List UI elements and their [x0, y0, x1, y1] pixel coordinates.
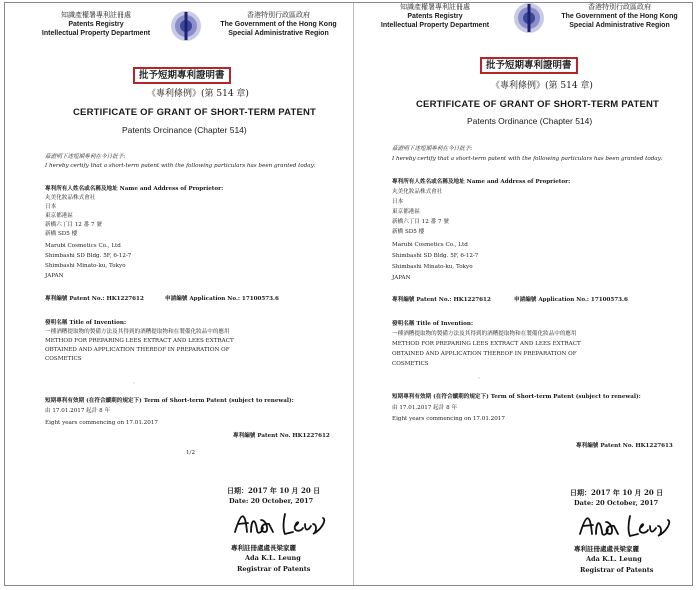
proprietor-line: 新橋六丁目 12 番 7 號 [392, 219, 449, 225]
proprietor-line: 新橋 SD5 樓 [45, 231, 78, 237]
letterhead [354, 1, 690, 41]
proprietor-line: JAPAN [45, 273, 64, 279]
certify-zh: 茲證明下述短期專利在今日批予: [392, 146, 473, 152]
term-label: 短期專利有效期 (在符合續期的規定下) Term of Short-term Patent (subject to renewal): [45, 398, 294, 404]
certificate-frame [4, 2, 693, 586]
term-en: Eight years commencing on 17.01.2017 [392, 416, 505, 422]
ordinance-en: Patents Orcinance (Chapter 514) [122, 125, 247, 135]
dept-en-2: Intellectual Property Department [380, 22, 490, 29]
certify-en: I hereby certify that a short-term patent with the following particulars has been granted today: [392, 156, 663, 162]
ordinance-zh: 《專利條例》(第 514 章) [491, 81, 593, 91]
dept-en-1: Patents Registry [407, 13, 463, 20]
registrar-title: Registrar of Patents [580, 566, 654, 574]
proprietor-line: 日本 [45, 204, 57, 210]
proprietor-label: 專利所有人姓名或名稱及地址 Name and Address of Proprietor: [392, 179, 571, 185]
invention-line: METHOD FOR PREPARING LEES EXTRACT AND LEES EXTRACT [392, 341, 581, 347]
government-heading [211, 11, 346, 38]
proprietor-line: 日本 [392, 199, 404, 205]
footer-patent-number: 專利編號 Patent No. HK1227613 [576, 443, 673, 449]
proprietor-line: Shimbashi Minato-ku, Tokyo [392, 264, 473, 270]
term-zh: 由 17.01.2017 起計 8 年 [392, 405, 458, 411]
registrar-name: Ada K.L. Leung [586, 555, 642, 563]
invention-line: OBTAINED AND APPLICATION THEREOF IN PREPARATION OF [45, 347, 230, 353]
term-label: 短期專利有效期 (在符合續期的規定下) Term of Short-term Patent (subject to renewal): [392, 394, 641, 400]
date-en: Date: 20 October, 2017 [229, 497, 314, 505]
proprietor-line: 新橋六丁目 12 番 7 號 [45, 222, 102, 228]
invention-line: 一種酒糟提取物的製備方法及其得到的酒糟提取物和在製備化妝品中的應用 [45, 329, 230, 335]
page-divider [353, 3, 354, 585]
invention-line: COSMETICS [45, 356, 82, 362]
term-zh: 由 17.01.2017 起計 8 年 [45, 408, 111, 414]
gov-en-2: Special Administrative Region [569, 22, 670, 29]
invention-line: 一種酒糟提取物的製備方法及其得到的酒糟提取物和在製備化妝品中的應用 [392, 331, 577, 337]
proprietor-line: 東京都港區 [45, 213, 73, 219]
invention-label: 發明名稱 Title of Invention: [392, 321, 474, 327]
signature-image [576, 510, 678, 544]
certificate-title-zh: 批予短期專利證明書 [480, 57, 578, 74]
registrar-zh: 專利註冊處處長梁家麗 [574, 545, 639, 553]
proprietor-line: Marubi Cosmetics Co., Ltd [45, 243, 121, 249]
gov-zh: 香港特別行政區政府 [588, 4, 651, 11]
government-heading [552, 3, 687, 30]
patents-registry-heading [380, 3, 490, 30]
proprietor-line: Shimbashi Minato-ku, Tokyo [45, 263, 126, 269]
dept-en-1: Patents Registry [68, 21, 124, 28]
stray-mark: ˏ [133, 377, 135, 384]
patent-number: 專利編號 Patent No.: HK1227612 [45, 296, 144, 302]
invention-line: METHOD FOR PREPARING LEES EXTRACT AND LEES EXTRACT [45, 338, 234, 344]
date-en: Date: 20 October, 2017 [574, 499, 659, 507]
gov-en-1: The Government of the Hong Kong [561, 13, 678, 20]
certificate-title-en: CERTIFICATE OF GRANT OF SHORT-TERM PATENT [416, 99, 660, 110]
invention-line: OBTAINED AND APPLICATION THEREOF IN PREPARATION OF [392, 351, 577, 357]
proprietor-line: 東京都港區 [392, 209, 420, 215]
certify-zh: 茲證明下述短期專利在今日批予: [45, 154, 126, 160]
registrar-zh: 專利註冊處處長梁家麗 [231, 544, 296, 552]
certificate-title-en: CERTIFICATE OF GRANT OF SHORT-TERM PATENT [73, 107, 317, 118]
invention-label: 發明名稱 Title of Invention: [45, 320, 127, 326]
hk-government-logo [512, 1, 546, 35]
proprietor-line: JAPAN [392, 275, 411, 281]
letterhead [5, 9, 352, 49]
gov-en-2: Special Administrative Region [228, 30, 329, 37]
term-en: Eight years commencing on 17.01.2017 [45, 420, 158, 426]
signature-image [231, 508, 333, 542]
certificate-title-zh: 批予短期專利證明書 [133, 67, 231, 84]
proprietor-line: 丸美化妝品株式會社 [392, 189, 443, 195]
proprietor-line: Shimbashi SD Bldg. 5F, 6-12-7 [392, 253, 479, 259]
gov-zh: 香港特別行政區政府 [247, 12, 310, 19]
date-zh: 日期：2017 年 10 月 20 日 [227, 486, 321, 495]
proprietor-line: 丸美化妝品株式會社 [45, 195, 96, 201]
hk-government-logo [169, 9, 203, 43]
proprietor-line: Marubi Cosmetics Co., Ltd [392, 242, 468, 248]
dept-zh: 知識產權署專利註冊處 [400, 4, 470, 11]
stray-mark: ˏ [478, 372, 480, 379]
registrar-name: Ada K.L. Leung [245, 554, 301, 562]
dept-zh: 知識產權署專利註冊處 [61, 12, 131, 19]
registrar-title: Registrar of Patents [237, 565, 311, 573]
dept-en-2: Intellectual Property Department [41, 30, 151, 37]
date-zh: 日期：2017 年 10 月 20 日 [570, 488, 664, 497]
invention-line: COSMETICS [392, 361, 429, 367]
gov-en-1: The Government of the Hong Kong [220, 21, 337, 28]
application-number: 申請編號 Application No.: 17100573.6 [514, 297, 628, 303]
ordinance-zh: 《專利條例》(第 514 章) [147, 89, 249, 99]
footer-patent-number: 專利編號 Patent No. HK1227612 [233, 433, 330, 439]
application-number: 申請編號 Application No.: 17100573.6 [165, 296, 279, 302]
page-mark: 1/2 [186, 450, 196, 456]
ordinance-en: Patents Ordinance (Chapter 514) [467, 116, 593, 126]
patent-number: 專利編號 Patent No.: HK1227612 [392, 297, 491, 303]
proprietor-line: Shimbashi SD Bldg. 5F, 6-12-7 [45, 253, 132, 259]
proprietor-line: 新橋 SD5 樓 [392, 229, 425, 235]
patents-registry-heading [41, 11, 151, 38]
certify-en: I hereby certify that a short-term patent with the following particulars has been granted today: [45, 163, 316, 169]
proprietor-label: 專利所有人姓名或名稱及地址 Name and Address of Proprietor: [45, 186, 224, 192]
